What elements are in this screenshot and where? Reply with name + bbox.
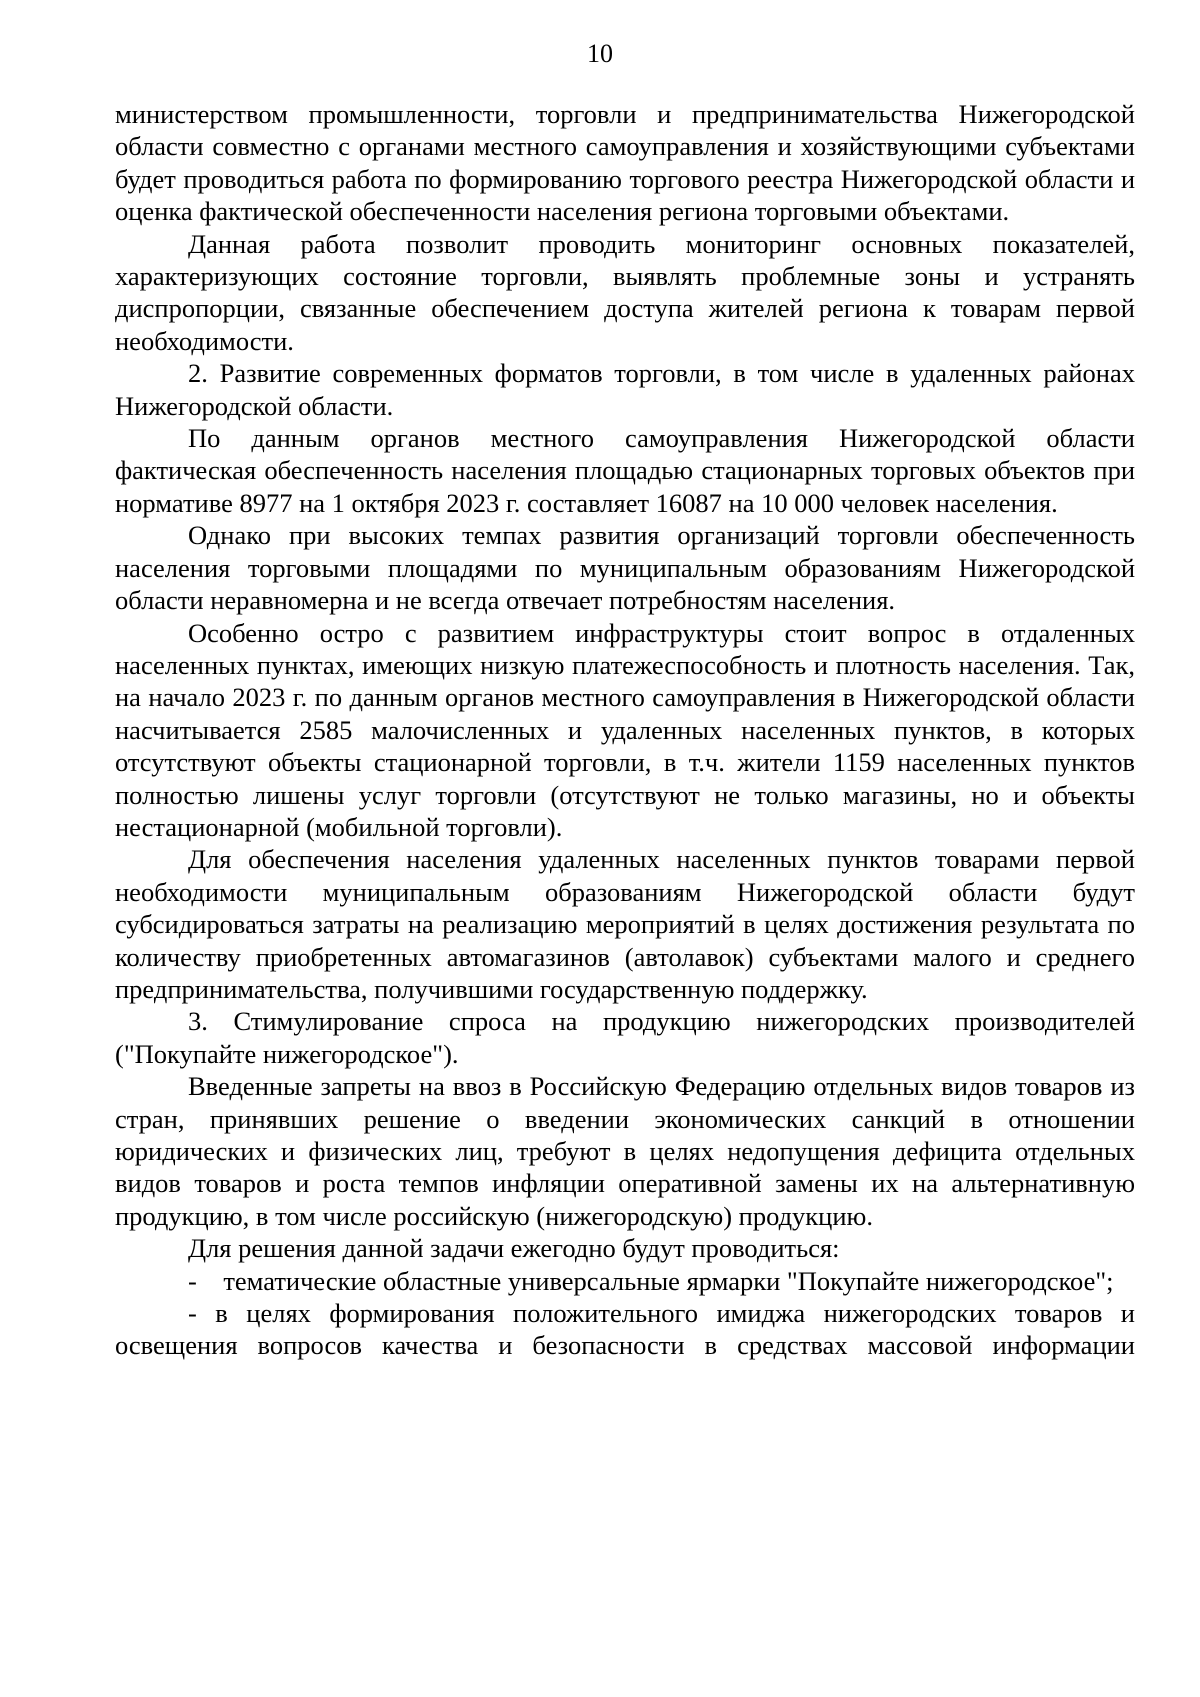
paragraph-remote-settlements: Особенно остро с развитием инфраструктуры стоит вопрос в отдаленных населенных пунктах, имеющих низкую платежеспособность и плотность населения. Так, на начало 2023 г. по данным органов местного самоуправления в Нижегородской области насчитывается 2585 малочисленных и удаленных населенных пунктов, в которых отсутствуют объекты стационарной торговли, в т.ч. жители 1159 населенных пунктов полностью лишены услуг торговли (отсутствуют не только магазины, но и объекты нестационарной (мобильной торговли). xyxy=(115,617,1135,842)
paragraph-subsidies: Для обеспечения населения удаленных населенных пунктов товарами первой необходимости муниципальным образованиям Нижегородской области будут субсидироваться затраты на реализацию мероприятий в целях достижения результата по количеству приобретенных автомагазинов (автолавок) субъектами малого и среднего предпринимательства, получившими государственную поддержку. xyxy=(115,844,1135,1004)
paragraph-provision-stats: По данным органов местного самоуправления Нижегородской области фактическая обеспеченность населения площадью стационарных торговых объектов при нормативе 8977 на 1 октября 2023 г. составляет 16087 на 10 000 человек населения. xyxy=(115,423,1135,518)
list-item-media: - в целях формирования положительного имиджа нижегородских товаров и освещения вопросов качества и безопасности в средствах массовой информации xyxy=(115,1298,1135,1361)
paragraph-annual-measures: Для решения данной задачи ежегодно будут проводиться: xyxy=(188,1233,840,1264)
paragraph-import-bans: Введенные запреты на ввоз в Российскую Федерацию отдельных видов товаров из стран, принявших решение о введении экономических санкций в отношении юридических и физических лиц, требуют в целях недопущения дефицита отдельных видов товаров и роста темпов инфляции оперативной замены их на альтернативную продукцию, в том числе российскую (нижегородскую) продукцию. xyxy=(115,1071,1135,1231)
paragraph-monitoring: Данная работа позволит проводить мониторинг основных показателей, характеризующих состояние торговли, выявлять проблемные зоны и устранять диспропорции, связанные обеспечением доступа жителей региона к товарам первой необходимости. xyxy=(115,228,1135,356)
paragraph-uneven-provision: Однако при высоких темпах развития организаций торговли обеспеченность населения торговыми площадями по муниципальным образованиям Нижегородской области неравномерна и не всегда отвечает потребностям населения. xyxy=(115,520,1135,616)
paragraph-demand-heading: 3. Стимулирование спроса на продукцию нижегородских производителей ("Покупайте нижегородское"). xyxy=(115,1006,1135,1069)
paragraph-modern-formats-heading: 2. Развитие современных форматов торговли, в том числе в удаленных районах Нижегородской области. xyxy=(115,358,1135,421)
document-body xyxy=(115,98,1135,1362)
list-item-fairs: - тематические областные универсальные ярмарки "Покупайте нижегородское"; xyxy=(188,1265,1114,1296)
page-number: 10 xyxy=(587,39,613,68)
paragraph-ministry-registry: министерством промышленности, торговли и предпринимательства Нижегородской области совместно с органами местного самоуправления и хозяйствующими субъектами будет проводиться работа по формированию торгового реестра Нижегородской области и оценка фактической обеспеченности населения региона торговыми объектами. xyxy=(115,99,1135,227)
